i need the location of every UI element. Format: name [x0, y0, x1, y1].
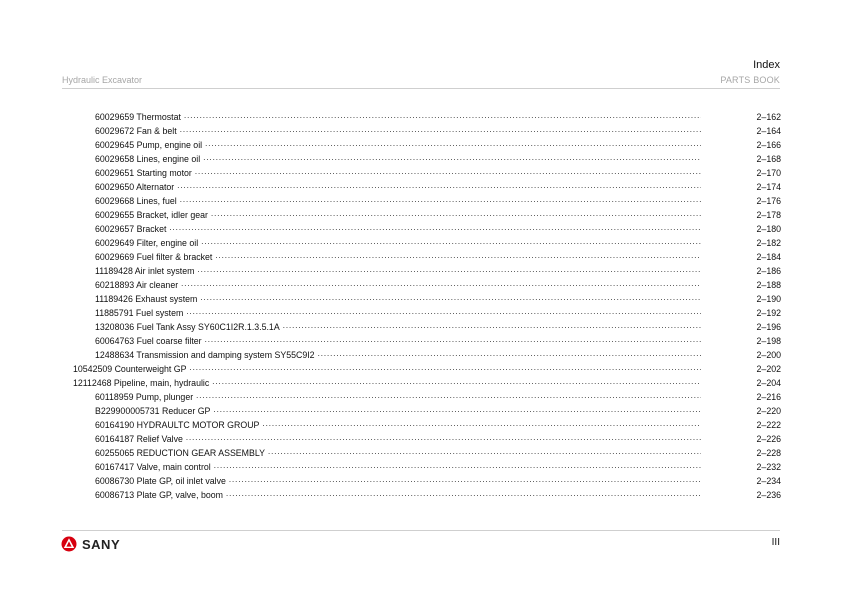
index-entry: [73, 376, 781, 390]
index-entry: [73, 418, 781, 432]
index-entry-title: 12112468 Pipeline, main, hydraulic ·····: [73, 376, 701, 390]
index-entry-page: 2–220: [756, 406, 781, 416]
index-entry: [73, 236, 781, 250]
index-entry-title: 11189426 Exhaust system ·····: [95, 292, 701, 306]
index-entry-page: 2–178: [756, 210, 781, 220]
index-entry-page: 2–216: [756, 392, 781, 402]
index-entry-page: 2–226: [756, 434, 781, 444]
page-title: Index: [753, 59, 780, 71]
index-entry-page: 2–174: [756, 182, 781, 192]
index-entry-title: 60029672 Fan & belt ·····: [95, 124, 701, 138]
index-entry: [73, 208, 781, 222]
index-entry-title: 60255065 REDUCTION GEAR ASSEMBLY ·····: [95, 446, 701, 460]
index-entry-page: 2–204: [756, 378, 781, 388]
sany-logo-icon: [60, 536, 78, 552]
index-entry-title: 10542509 Counterweight GP ·····: [73, 362, 701, 376]
index-entry-page: 2–196: [756, 322, 781, 332]
index-entry-title: 60086730 Plate GP, oil inlet valve ·····: [95, 474, 701, 488]
index-entry-page: 2–198: [756, 336, 781, 346]
index-entry-page: 2–200: [756, 350, 781, 360]
index-entry-title: 60118959 Pump, plunger ·····: [95, 390, 701, 404]
index-entry-title: 60029645 Pump, engine oil ·····: [95, 138, 701, 152]
index-entry-page: 2–176: [756, 196, 781, 206]
index-entry-page: 2–190: [756, 294, 781, 304]
index-entry-title: 60029668 Lines, fuel ·····: [95, 194, 701, 208]
index-entry-page: 2–168: [756, 154, 781, 164]
index-entry-page: 2–166: [756, 140, 781, 150]
index-entry-page: 2–236: [756, 490, 781, 500]
index-entry-title: 13208036 Fuel Tank Assy SY60C1I2R.1.3.5.1A ·····: [95, 320, 701, 334]
header-product-name: Hydraulic Excavator: [62, 75, 143, 85]
index-entry-title: 11189428 Air inlet system ·····: [95, 264, 701, 278]
index-entry-page: 2–232: [756, 462, 781, 472]
index-entry-title: 60167417 Valve, main control ·····: [95, 460, 701, 474]
index-entry-title: 60164187 Relief Valve ·····: [95, 432, 701, 446]
index-entry: [73, 152, 781, 166]
index-entry: [73, 138, 781, 152]
index-entry-title: 60086713 Plate GP, valve, boom ·····: [95, 488, 701, 502]
index-entry-page: 2–222: [756, 420, 781, 430]
index-entry: [73, 446, 781, 460]
index-entry: [73, 180, 781, 194]
index-entry: [73, 222, 781, 236]
footer-divider: [62, 530, 780, 531]
index-entry-title: 60029655 Bracket, idler gear ·····: [95, 208, 701, 222]
index-entry: [73, 488, 781, 502]
index-entry-page: 2–162: [756, 112, 781, 122]
index-entry: [73, 320, 781, 334]
index-entry-title: 60029659 Thermostat ·····: [95, 110, 701, 124]
index-entry-title: 12488634 Transmission and damping system SY55C9I2 ·····: [95, 348, 701, 362]
page-number: III: [771, 537, 780, 548]
header-divider: [62, 88, 780, 89]
index-entry-title: 60029651 Starting motor ·····: [95, 166, 701, 180]
index-entry-title: 60029650 Alternator ·····: [95, 180, 701, 194]
index-entry: [73, 348, 781, 362]
index-entry: [73, 110, 781, 124]
index-entry: [73, 306, 781, 320]
index-entry: [73, 390, 781, 404]
index-entry-page: 2–188: [756, 280, 781, 290]
header-book-name: PARTS BOOK: [720, 75, 780, 85]
index-entry-page: 2–234: [756, 476, 781, 486]
index-entry-page: 2–170: [756, 168, 781, 178]
index-entry-title: 60029658 Lines, engine oil ·····: [95, 152, 701, 166]
index-entry-title: 60218893 Air cleaner ·····: [95, 278, 701, 292]
index-entry-title: 60029649 Filter, engine oil ·····: [95, 236, 701, 250]
index-entry: [73, 432, 781, 446]
index-entry: [73, 362, 781, 376]
index-entry-page: 2–182: [756, 238, 781, 248]
index-entry: [73, 166, 781, 180]
index-entry: [73, 124, 781, 138]
index-entry: [73, 278, 781, 292]
index-entry-page: 2–186: [756, 266, 781, 276]
index-entry: [73, 404, 781, 418]
index-entry-page: 2–202: [756, 364, 781, 374]
index-entry-page: 2–164: [756, 126, 781, 136]
index-entry-page: 2–228: [756, 448, 781, 458]
index-entry-title: 60164190 HYDRAULTC MOTOR GROUP ·····: [95, 418, 701, 432]
index-entry: [73, 334, 781, 348]
index-entry-page: 2–184: [756, 252, 781, 262]
index-entry: [73, 474, 781, 488]
index-entry: [73, 264, 781, 278]
index-entry-title: 60029669 Fuel filter & bracket ·····: [95, 250, 701, 264]
index-list: [73, 110, 781, 502]
index-entry-page: 2–180: [756, 224, 781, 234]
index-entry-page: 2–192: [756, 308, 781, 318]
index-entry-title: 60029657 Bracket ·····: [95, 222, 701, 236]
index-entry: [73, 292, 781, 306]
index-entry: [73, 460, 781, 474]
brand-name: SANY: [82, 536, 121, 552]
index-entry-title: 60064763 Fuel coarse filter ·····: [95, 334, 701, 348]
index-entry: [73, 194, 781, 208]
index-entry: [73, 250, 781, 264]
brand-logo: [60, 536, 120, 552]
index-entry-title: B229900005731 Reducer GP ·····: [95, 404, 701, 418]
index-entry-title: 11885791 Fuel system ·····: [95, 306, 701, 320]
